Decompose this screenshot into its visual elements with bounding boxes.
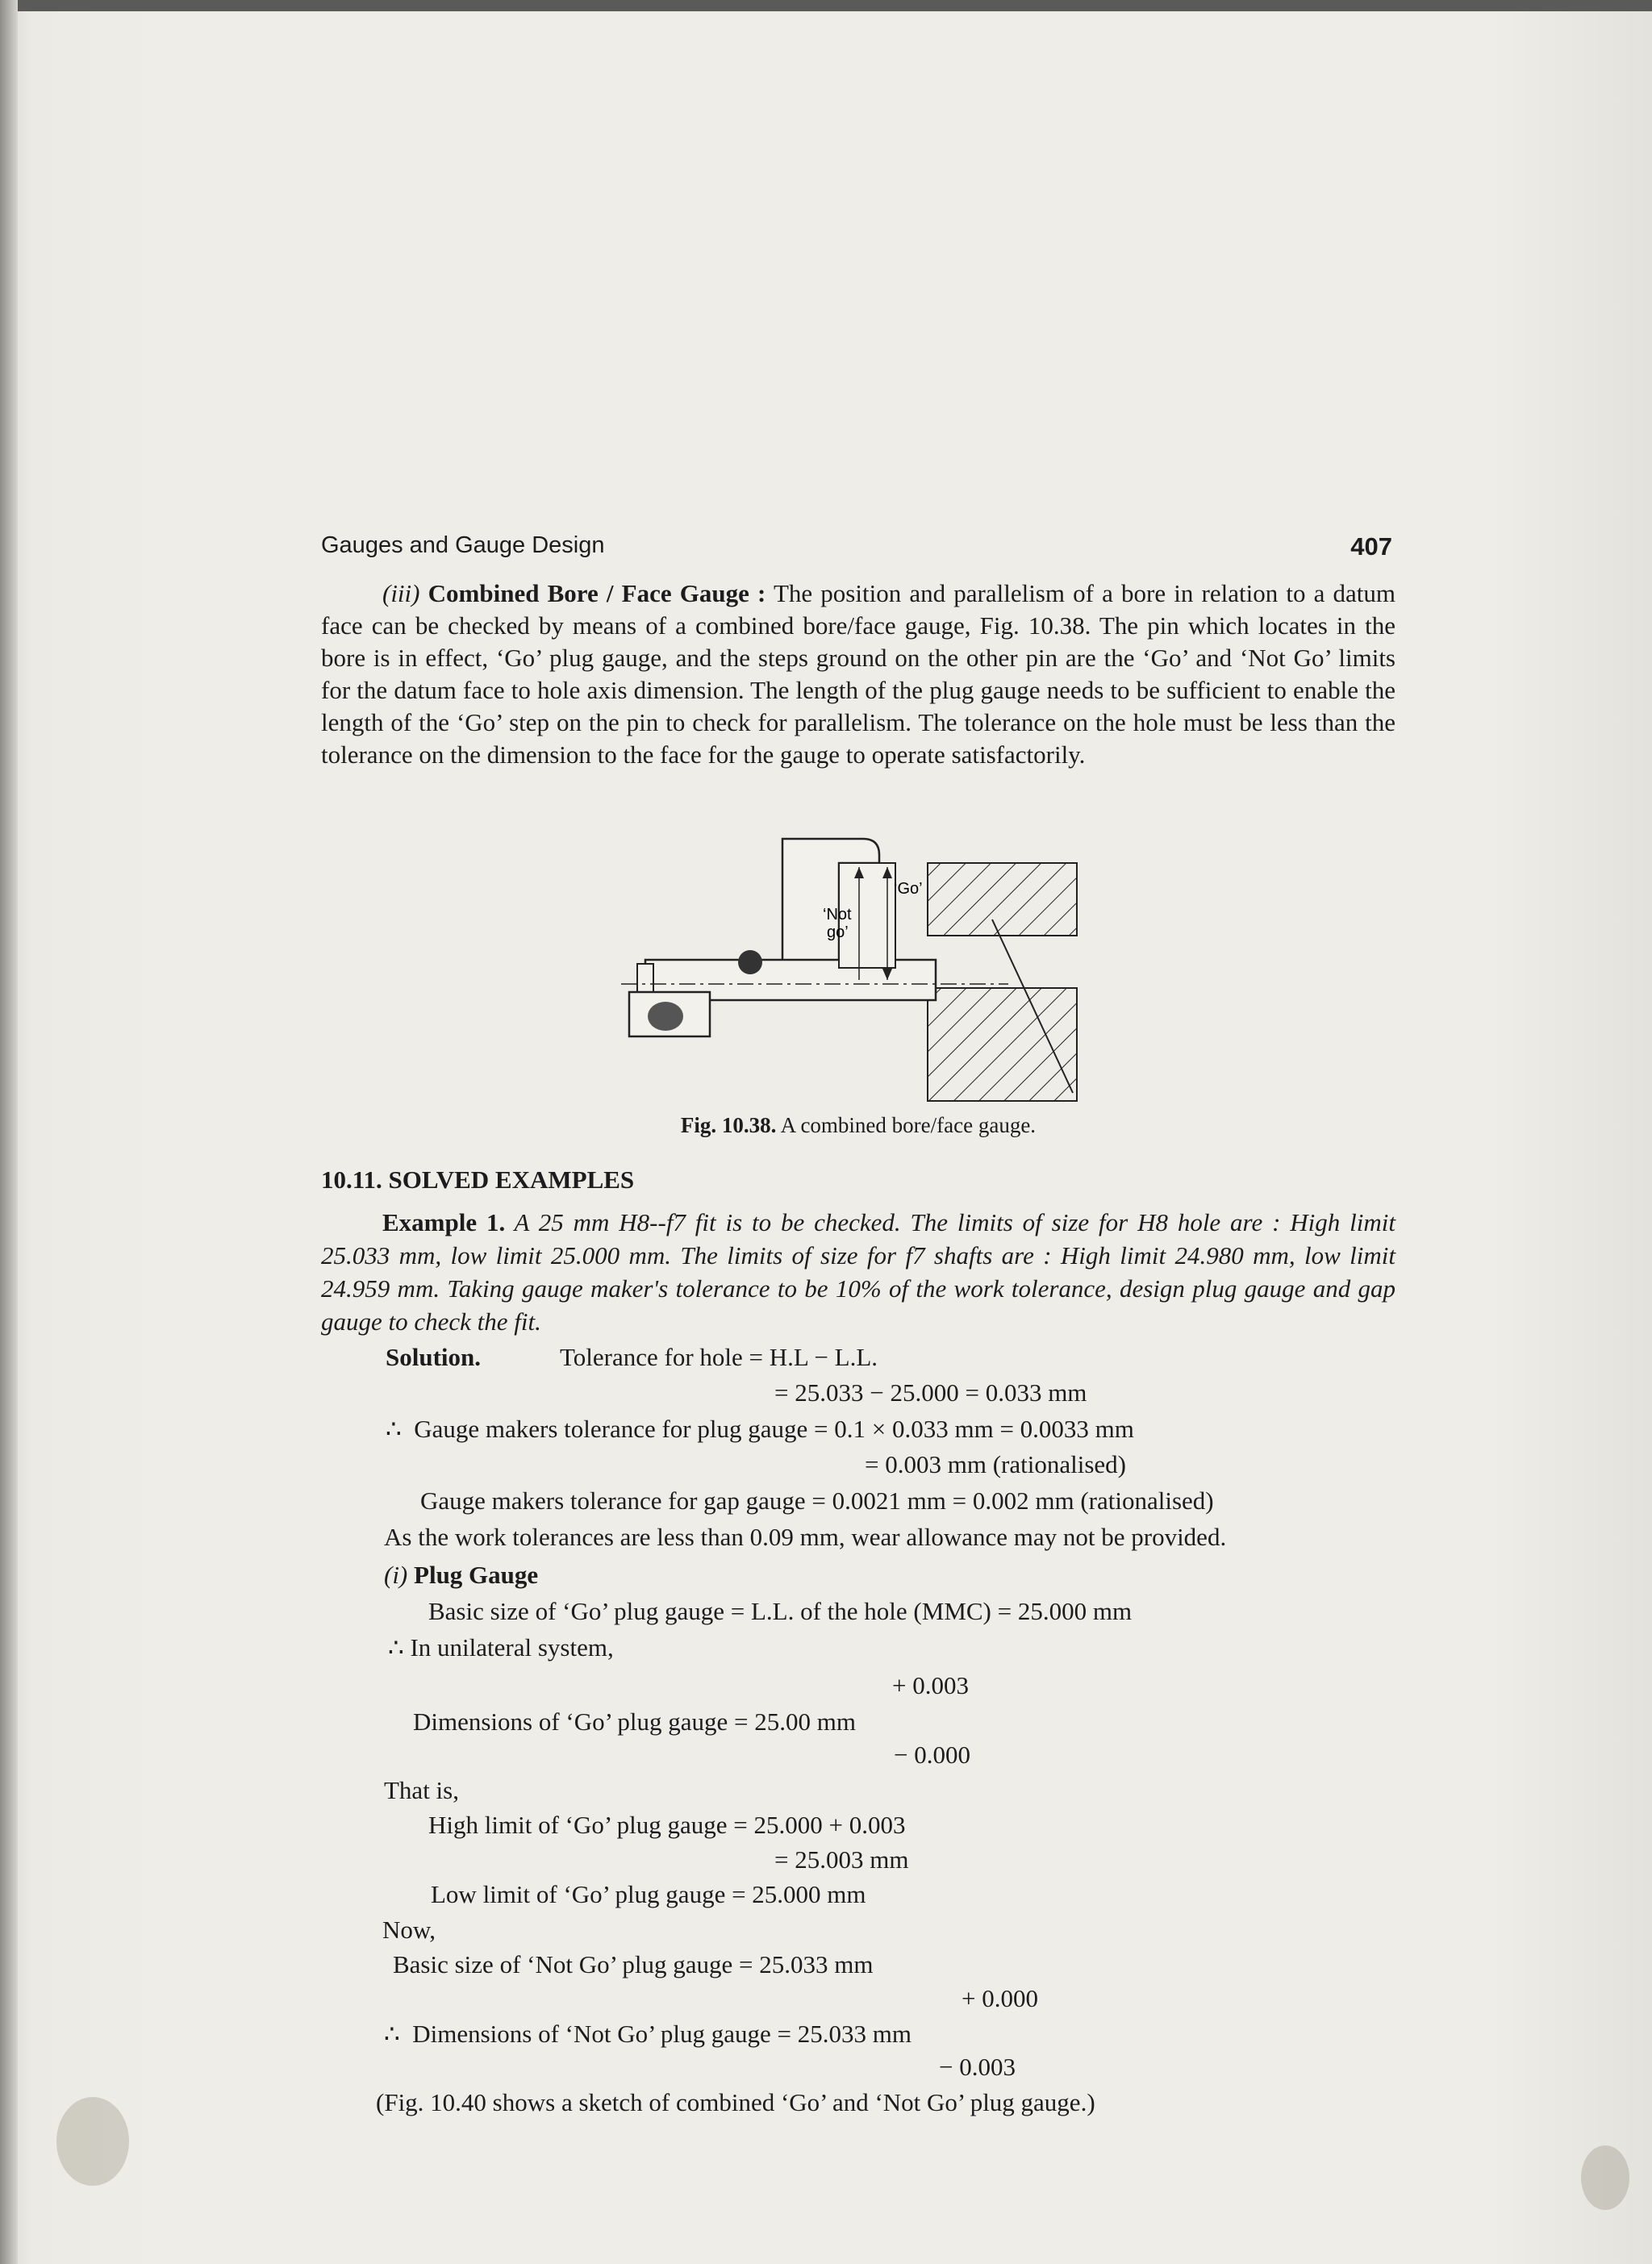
solution-line: = 25.033 − 25.000 = 0.033 mm	[774, 1378, 1087, 1407]
workpiece-lower	[928, 988, 1077, 1101]
caption-text: A combined bore/face gauge.	[776, 1113, 1037, 1137]
page-number: 407	[1350, 532, 1392, 561]
solution-line: Basic size of ‘Go’ plug gauge = L.L. of the hole (MMC) = 25.000 mm	[428, 1597, 1133, 1625]
scan-top-edge	[0, 0, 1652, 11]
solution-line: Low limit of ‘Go’ plug gauge = 25.000 mm	[431, 1880, 866, 1908]
solution-line: ∴ In unilateral system,	[388, 1633, 614, 1662]
solution-line: As the work tolerances are less than 0.09 mm, wear allowance may not be provided.	[384, 1523, 1227, 1551]
solution-line: High limit of ‘Go’ plug gauge = 25.000 + 0.003	[428, 1811, 906, 1839]
example-text: A 25 mm H8--f7 fit is to be checked. The limits of size for H8 hole are : High limit 25.033 mm, low limit 25.000 mm. The limits of size for f7 shafts are : High limit 24.980 mm, low limit 24.959 mm. Taking gauge maker's tolerance to be 10% of the work tolerance, design plug gauge and gap gauge to check the fit.	[321, 1208, 1395, 1336]
knurled-knob-icon	[738, 950, 762, 974]
solution-line: Dimensions of ‘Go’ plug gauge = 25.00 mm	[413, 1707, 857, 1736]
running-head-title: Gauges and Gauge Design	[321, 532, 605, 558]
label-go: ‘Go’	[894, 880, 923, 898]
list-index: (iii)	[382, 579, 420, 607]
solution-line: ∴ Dimensions of ‘Not Go’ plug gauge = 25.033 mm	[384, 2020, 912, 2048]
paragraph-heading: Combined Bore / Face Gauge :	[428, 579, 766, 607]
plug-gauge-index: (i)	[384, 1561, 408, 1589]
label-not: ‘Not	[823, 906, 852, 924]
solution-line: − 0.003	[939, 2053, 1016, 2081]
solution-line: That is,	[384, 1776, 459, 1804]
running-header	[321, 532, 1392, 565]
solution-line: Basic size of ‘Not Go’ plug gauge = 25.033 mm	[393, 1950, 874, 1978]
example-statement	[321, 1206, 1395, 1338]
solution-line: + 0.000	[962, 1984, 1038, 2012]
figure-bore-face-gauge	[621, 831, 1097, 1121]
paragraph-text: The position and parallelism of a bore in relation to a datum face can be checked by means of a combined bore/face gauge, Fig. 10.38. The pin which locates in the bore is in effect, ‘Go’ plug gauge, and the steps ground on the other pin are the ‘Go’ and ‘Not Go’ limits for the datum face to hole axis dimension. The length of the plug gauge needs to be sufficient to enable the length of the ‘Go’ step on the pin to check for parallelism. The tolerance on the hole must be less than the tolerance on the dimension to the face for the gauge to operate satisfactorily.	[321, 579, 1396, 769]
plug-gauge-title: Plug Gauge	[407, 1561, 539, 1589]
knurled-knob-icon	[648, 1002, 683, 1031]
solution-line: Now,	[382, 1916, 436, 1944]
paragraph-combined-gauge	[321, 577, 1395, 771]
solution-line: − 0.000	[894, 1741, 970, 1769]
stain-mark	[1581, 2145, 1629, 2210]
plug-gauge-heading	[384, 1561, 538, 1590]
example-label: Example 1.	[382, 1208, 506, 1236]
solution-label: Solution.	[386, 1343, 482, 1371]
solution-line: Gauge makers tolerance for gap gauge = 0.0021 mm = 0.002 mm (rationalised)	[420, 1486, 1214, 1515]
label-go2: go’	[827, 924, 849, 941]
solution-line: ∴ Gauge makers tolerance for plug gauge = 0.1 × 0.033 mm = 0.0033 mm	[386, 1415, 1134, 1443]
figure-caption	[321, 1113, 1395, 1138]
solution-line: = 25.003 mm	[774, 1845, 909, 1874]
solution-line: = 0.003 mm (rationalised)	[865, 1450, 1126, 1478]
solution-line: + 0.003	[892, 1671, 969, 1699]
stain-mark	[56, 2097, 129, 2186]
solution-line: (Fig. 10.40 shows a sketch of combined ‘Go’ and ‘Not Go’ plug gauge.)	[376, 2088, 1095, 2116]
solution-line: Tolerance for hole = H.L − L.L.	[560, 1343, 878, 1371]
scan-left-edge	[0, 0, 18, 2264]
caption-number: Fig. 10.38.	[680, 1113, 777, 1137]
gauge-drawing	[621, 831, 1097, 1121]
section-title: 10.11. SOLVED EXAMPLES	[321, 1165, 635, 1194]
workpiece-upper	[928, 863, 1077, 936]
